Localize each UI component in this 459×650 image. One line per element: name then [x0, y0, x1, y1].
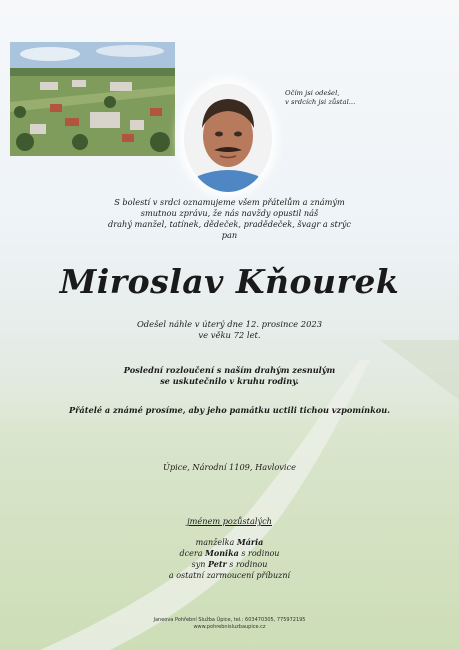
quote-line: v srdcích jsi zůstal...	[285, 98, 356, 106]
village-aerial-photo	[10, 42, 175, 156]
farewell-line: se uskutečnilo v kruhu rodiny.	[160, 376, 299, 386]
relative-role: manželka	[195, 538, 237, 547]
on-behalf-heading: jménem pozůstalých	[187, 516, 272, 526]
relative-name: Monika	[205, 548, 239, 558]
funeral-service-website: www.pohrebnisluzbaupice.cz	[193, 624, 266, 630]
relative-line	[0, 570, 459, 581]
relative-name: Mária	[236, 537, 264, 547]
funeral-service-footer	[0, 617, 459, 631]
intro-line: drahý manžel, tatínek, dědeček, pradědeček, švagr a strýc	[108, 219, 351, 229]
intro-line: pan	[221, 230, 238, 240]
intro-line: smutnou zprávu, že nás navždy opustil náš	[140, 208, 319, 218]
relative-name: Petr	[207, 559, 227, 569]
farewell-line: Poslední rozloučení s naším drahým zesnulým	[123, 365, 336, 375]
relative-suffix: s rodinou	[238, 549, 280, 558]
friends-request: Přátelé a známé prosíme, aby jeho památku uctili tichou vzpomínkou.	[68, 405, 391, 415]
intro-line: S bolestí v srdci oznamujeme všem přátelům a známým	[114, 197, 345, 207]
deceased-name: Miroslav Kňourek	[59, 262, 400, 301]
relative-line	[0, 537, 459, 548]
relative-suffix: s rodinou	[226, 560, 268, 569]
portrait-photo	[184, 84, 272, 192]
death-details	[0, 319, 459, 341]
relative-role: a ostatní zarmoucení příbuzní	[168, 571, 291, 580]
family-address: Úpice, Národní 1109, Havlovice	[163, 462, 296, 472]
announcement-intro	[0, 197, 459, 241]
farewell-notice	[0, 365, 459, 387]
quote-line: Očím jsi odešel,	[285, 89, 340, 97]
memorial-quote	[285, 89, 375, 107]
relatives-list	[0, 537, 459, 581]
death-date-line: Odešel náhle v úterý dne 12. prosince 2023	[136, 319, 323, 329]
age-line: ve věku 72 let.	[198, 330, 261, 340]
relative-role: dcera	[179, 549, 206, 558]
relative-line	[0, 559, 459, 570]
funeral-service-contact: Janeova Pohřební Služba Úpice, tel.: 603470305, 775972195	[153, 617, 306, 623]
relative-role: syn	[191, 560, 208, 569]
relative-line	[0, 548, 459, 559]
